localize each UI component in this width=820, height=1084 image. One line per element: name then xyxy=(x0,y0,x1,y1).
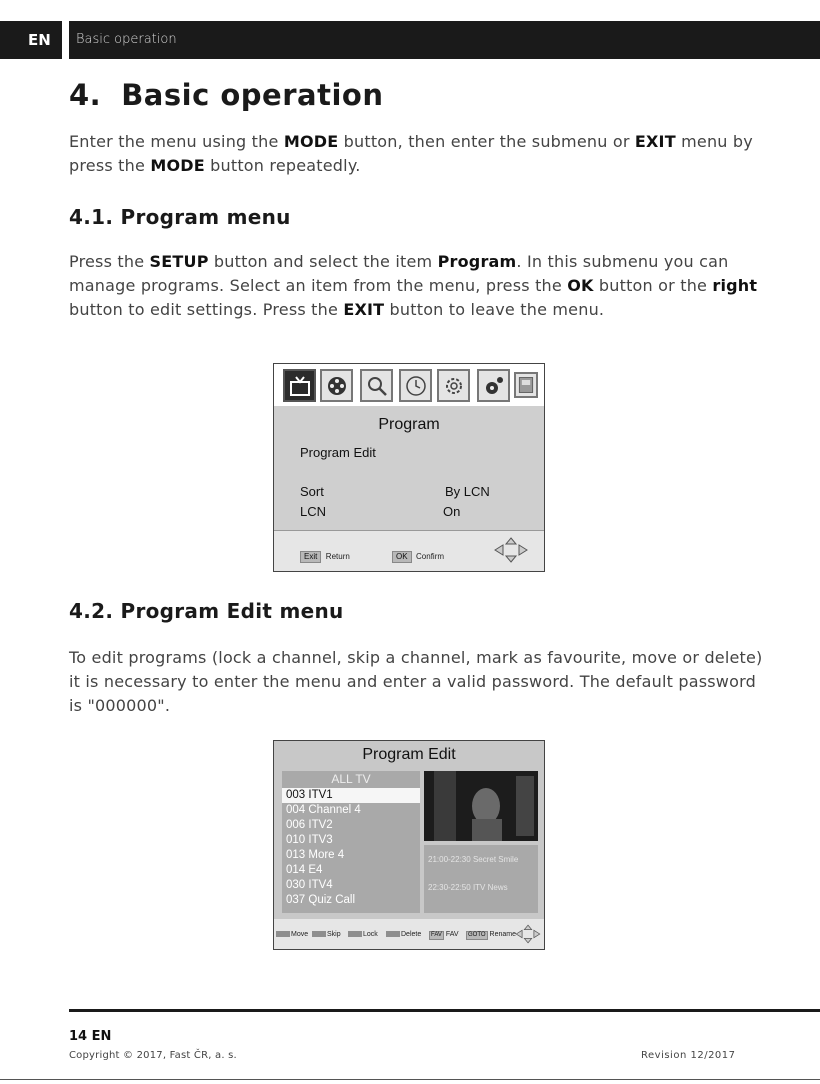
section4-paragraph xyxy=(69,130,769,178)
move-key: Move xyxy=(276,931,308,938)
page-number: 14 EN xyxy=(69,1029,112,1044)
channel-list-item[interactable]: 037 Quiz Call xyxy=(286,894,356,906)
bold-keyword: EXIT xyxy=(343,300,385,319)
confirm-label: Confirm xyxy=(416,552,445,561)
text-run: button or the xyxy=(593,276,713,295)
video-preview xyxy=(424,771,538,841)
text-run: menu by press the xyxy=(69,132,753,175)
section-number: 4. xyxy=(69,78,102,112)
text-run: button to edit settings. Press the xyxy=(69,300,344,319)
film-reel-icon[interactable] xyxy=(320,369,353,402)
search-satellite-icon[interactable] xyxy=(360,369,393,402)
tools-gear-icon[interactable] xyxy=(477,369,510,402)
bold-keyword: EXIT xyxy=(634,132,676,151)
header-section-title: Basic operation xyxy=(76,32,177,47)
text-run: Press the xyxy=(69,252,150,271)
bold-keyword: OK xyxy=(567,276,594,295)
channel-list-item[interactable]: 013 More 4 xyxy=(286,849,345,861)
navigation-arrows-icon xyxy=(492,536,530,564)
channel-list-item[interactable]: 003 ITV1 xyxy=(282,788,420,803)
epg-entry-1: 21:00-22:30 Secret Smile xyxy=(428,855,519,864)
fav-key: FAV FAV xyxy=(431,931,459,938)
bold-keyword: right xyxy=(712,276,758,295)
bottom-rule xyxy=(0,1079,820,1080)
menu-icon-row xyxy=(274,364,544,406)
section42-paragraph xyxy=(69,646,769,718)
epg-entry-2: 22:30-22:50 ITV News xyxy=(428,883,508,892)
channel-list-item[interactable]: 004 Channel 4 xyxy=(286,804,361,816)
subsection-heading-program-menu: 4.1. Program menu xyxy=(69,205,291,229)
text-run: To edit programs (lock a channel, skip a channel, mark as favourite, move or delete) it is necessary to enter the menu and enter a valid password. The default password is "000000". xyxy=(69,648,763,715)
text-run: Enter the menu using the xyxy=(69,132,284,151)
bold-keyword: MODE xyxy=(150,156,205,175)
channel-list-item[interactable]: 006 ITV2 xyxy=(286,819,333,831)
lcn-label: LCN xyxy=(300,504,327,519)
tv-icon[interactable] xyxy=(283,369,316,402)
section41-paragraph xyxy=(69,250,769,322)
text-run: button and select the item xyxy=(208,252,438,271)
lcn-value[interactable]: On xyxy=(443,504,461,519)
revision: Revision 12/2017 xyxy=(641,1050,736,1061)
sort-label: Sort xyxy=(300,484,324,499)
clock-icon[interactable] xyxy=(399,369,432,402)
language-tab: EN xyxy=(0,21,62,59)
section-title: Basic operation xyxy=(121,78,384,112)
sort-value[interactable]: By LCN xyxy=(445,484,490,499)
text-run: button repeatedly. xyxy=(204,156,361,175)
program-edit-title: Program Edit xyxy=(362,746,456,763)
section-heading xyxy=(69,78,383,112)
channel-list xyxy=(282,771,420,913)
exit-key: Exit xyxy=(300,551,321,563)
delete-key: Delete xyxy=(386,931,421,938)
program-menu-title: Program xyxy=(378,416,440,433)
lock-key: Lock xyxy=(348,931,378,938)
ok-key: OK xyxy=(392,551,412,563)
channel-list-header: ALL TV xyxy=(331,772,371,786)
program-edit-screenshot xyxy=(273,740,545,950)
program-menu-footer xyxy=(274,531,544,571)
header-bar xyxy=(69,21,820,59)
skip-key: Skip xyxy=(312,931,341,938)
channel-list-item[interactable]: 030 ITV4 xyxy=(286,879,333,891)
usb-drive-icon[interactable] xyxy=(514,372,538,398)
text-run: button to leave the menu. xyxy=(384,300,605,319)
settings-gear-icon[interactable] xyxy=(437,369,470,402)
footer-rule xyxy=(69,1009,820,1012)
bold-keyword: Program xyxy=(437,252,517,271)
rename-key: GOTO Rename xyxy=(468,931,516,938)
bold-keyword: SETUP xyxy=(149,252,209,271)
text-run: button, then enter the submenu or xyxy=(338,132,635,151)
navigation-arrows-icon xyxy=(514,922,542,946)
program-edit-item[interactable]: Program Edit xyxy=(300,445,376,460)
text-run: . In this submenu you can manage programs. Select an item from the menu, press the xyxy=(69,252,729,295)
copyright: Copyright © 2017, Fast ČR, a. s. xyxy=(69,1050,237,1061)
program-edit-footer xyxy=(274,919,544,949)
epg-panel xyxy=(424,845,538,913)
program-menu-screenshot xyxy=(273,363,545,572)
channel-list-item[interactable]: 010 ITV3 xyxy=(286,834,333,846)
channel-list-item[interactable]: 014 E4 xyxy=(286,864,323,876)
bold-keyword: MODE xyxy=(283,132,339,151)
return-label: Return xyxy=(325,552,350,561)
subsection-heading-program-edit-menu: 4.2. Program Edit menu xyxy=(69,599,344,623)
